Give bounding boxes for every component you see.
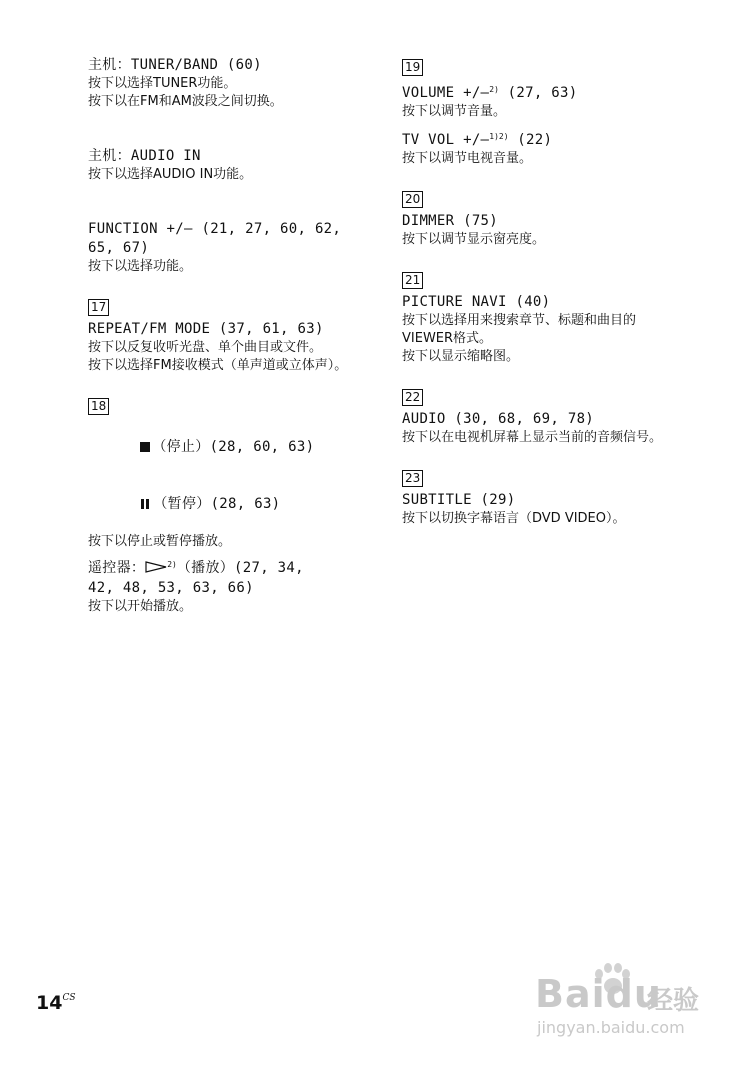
tv-vol-title — [402, 127, 674, 150]
main-audio-in-entry — [88, 147, 360, 184]
function-entry — [88, 220, 360, 276]
item-21-entry — [402, 269, 674, 366]
item-21-number: 21 — [402, 272, 423, 289]
item-23-number: 23 — [402, 470, 423, 487]
item-22-entry — [402, 386, 674, 447]
main-tuner-desc-2: 按下以在FM和AM波段之间切换。 — [88, 94, 283, 109]
volume-footnote: 2) — [489, 85, 499, 94]
stop-label: （停止）(28, 60, 63) — [152, 439, 315, 455]
play-prefix: 遥控器： — [88, 560, 146, 576]
tv-vol-refs: (22) — [508, 132, 553, 148]
play-label: （播放）(27, 34, 42, 48, 53, 63, 66) — [88, 560, 304, 596]
play-desc: 按下以开始播放。 — [88, 599, 193, 614]
dimmer-desc: 按下以调节显示窗亮度。 — [402, 232, 546, 247]
item-18-entry — [88, 395, 360, 616]
subtitle-desc: 按下以切换字幕语言（DVD VIDEO）。 — [402, 511, 626, 526]
item-20-entry — [402, 188, 674, 249]
dimmer-title: DIMMER (75) — [402, 213, 499, 229]
subtitle-title: SUBTITLE (29) — [402, 492, 516, 508]
audio-desc: 按下以在电视机屏幕上显示当前的音频信号。 — [402, 430, 663, 445]
item-20-number: 20 — [402, 191, 423, 208]
right-column — [402, 56, 674, 528]
main-tuner-desc-1: 按下以选择TUNER功能。 — [88, 76, 237, 91]
page-number — [36, 992, 76, 1014]
play-icon — [145, 560, 167, 579]
tv-vol-footnote: 1)2) — [489, 132, 509, 141]
volume-label: VOLUME +/– — [402, 85, 490, 101]
pause-line — [88, 476, 360, 533]
watermark-brand: Baidu — [535, 972, 662, 1016]
main-tuner-entry — [88, 56, 360, 111]
item-17-desc-2: 按下以选择FM接收模式（单声道或立体声）。 — [88, 358, 348, 373]
play-footnote: 2) — [167, 560, 177, 569]
picture-navi-title: PICTURE NAVI (40) — [402, 294, 551, 310]
tv-vol-label: TV VOL +/– — [402, 132, 490, 148]
item-19-entry — [402, 56, 674, 168]
page-number-value: 14 — [36, 992, 63, 1014]
picture-navi-desc-1: 按下以选择用来搜索章节、标题和曲目的VIEWER格式。 — [402, 313, 637, 346]
audio-title: AUDIO (30, 68, 69, 78) — [402, 411, 595, 427]
function-desc: 按下以选择功能。 — [88, 259, 193, 274]
watermark-url: jingyan.baidu.com — [537, 1018, 685, 1037]
pause-icon — [140, 499, 151, 509]
tv-vol-desc: 按下以调节电视音量。 — [402, 151, 533, 166]
item-17-entry — [88, 296, 360, 375]
main-audio-in-desc: 按下以选择AUDIO IN功能。 — [88, 167, 253, 182]
play-line — [88, 555, 360, 598]
stop-icon — [140, 442, 150, 452]
item-17-title: REPEAT/FM MODE (37, 61, 63) — [88, 321, 324, 337]
item-17-desc-1: 按下以反复收听光盘、单个曲目或文件。 — [88, 340, 323, 355]
item-22-number: 22 — [402, 389, 423, 406]
baidu-watermark — [535, 962, 735, 1052]
item-23-entry — [402, 467, 674, 528]
volume-refs: (27, 63) — [498, 85, 578, 101]
main-tuner-title: 主机：TUNER/BAND (60) — [88, 57, 262, 73]
volume-desc: 按下以调节音量。 — [402, 104, 507, 119]
function-title: FUNCTION +/– (21, 27, 60, 62, 65, 67) — [88, 221, 342, 256]
stop-line — [88, 419, 360, 476]
main-audio-in-title: 主机：AUDIO IN — [88, 148, 201, 164]
stop-pause-desc: 按下以停止或暂停播放。 — [88, 534, 232, 549]
item-18-number: 18 — [88, 398, 109, 415]
watermark-cn: 经验 — [647, 986, 700, 1016]
picture-navi-desc-2: 按下以显示缩略图。 — [402, 349, 520, 364]
page-number-suffix: CS — [62, 993, 76, 1003]
item-19-number: 19 — [402, 59, 423, 76]
pause-label: （暂停）(28, 63) — [153, 496, 281, 512]
volume-title — [402, 80, 674, 103]
item-17-number: 17 — [88, 299, 109, 316]
left-column — [88, 56, 360, 616]
